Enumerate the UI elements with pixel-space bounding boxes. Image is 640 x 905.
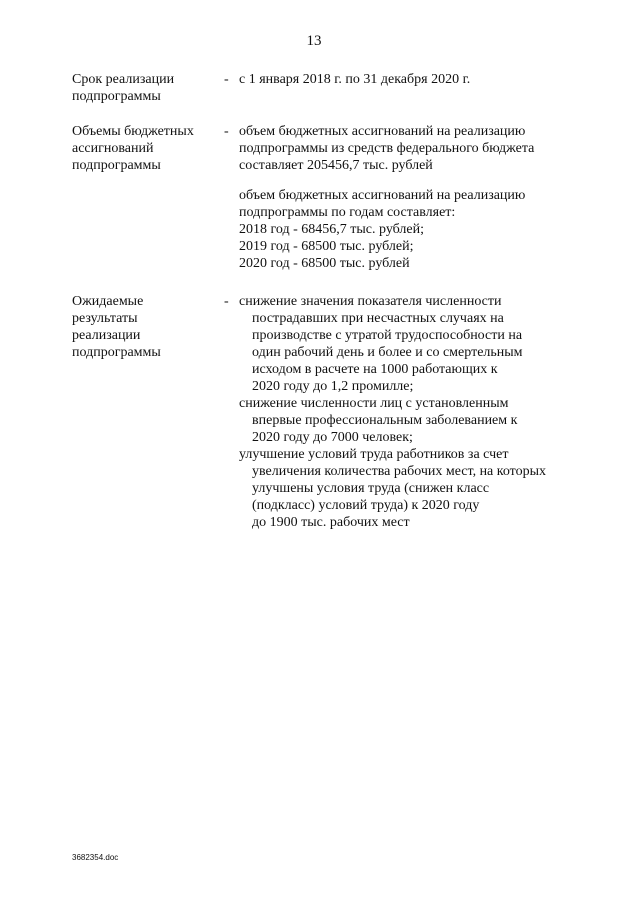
row-dash: - [224,124,229,139]
content-line: подпрограммы по годам составляет: [239,205,456,220]
content-line: до 1900 тыс. рабочих мест [252,515,410,530]
label-line: подпрограммы [72,158,161,173]
row-content [239,293,574,531]
content-line: 2020 году до 1,2 промилле; [252,379,414,394]
paragraph-gap [239,174,574,187]
row-label [72,293,217,361]
label-line: реализации [72,328,141,343]
content-line: улучшены условия труда (снижен класс [252,481,490,496]
content-line: подпрограммы из средств федерального бюджета [239,141,535,156]
content-line: впервые профессиональным заболеванием к [252,413,518,428]
page-number: 13 [306,33,322,49]
content-line: 2019 год - 68500 тыс. рублей; [239,239,414,254]
content-line: (подкласс) условий труда) к 2020 году [252,498,480,513]
content-line: производстве с утратой трудоспособности на [252,328,523,343]
content-line: один рабочий день и более и со смертельным [252,345,523,360]
content-line: снижение значения показателя численности [239,294,502,309]
row-label [72,71,217,105]
content-line: пострадавших при несчастных случаях на [252,311,504,326]
row-dash: - [224,294,229,309]
row-dash: - [224,72,229,87]
content-line: исходом в расчете на 1000 работающих к [252,362,498,377]
label-line: ассигнований [72,141,154,156]
content-line: с 1 января 2018 г. по 31 декабря 2020 г. [239,72,471,87]
content-line: снижение численности лиц с установленным [239,396,509,411]
label-line: подпрограммы [72,345,161,360]
row-content [239,123,574,272]
document-filename: 3682354.doc [72,853,119,862]
content-line: улучшение условий труда работников за счет [239,447,509,462]
content-line: увеличения количества рабочих мест, на которых [252,464,547,479]
row-label [72,123,217,174]
content-line: 2020 году до 7000 человек; [252,430,413,445]
label-line: результаты [72,311,138,326]
label-line: подпрограммы [72,89,161,104]
content-line: объем бюджетных ассигнований на реализацию [239,124,526,139]
content-line: объем бюджетных ассигнований на реализацию [239,188,526,203]
content-line: составляет 205456,7 тыс. рублей [239,158,433,173]
content-line: 2020 год - 68500 тыс. рублей [239,256,410,271]
row-content [239,71,574,88]
content-line: 2018 год - 68456,7 тыс. рублей; [239,222,425,237]
label-line: Ожидаемые [72,294,144,309]
label-line: Объемы бюджетных [72,124,194,139]
label-line: Срок реализации [72,72,175,87]
